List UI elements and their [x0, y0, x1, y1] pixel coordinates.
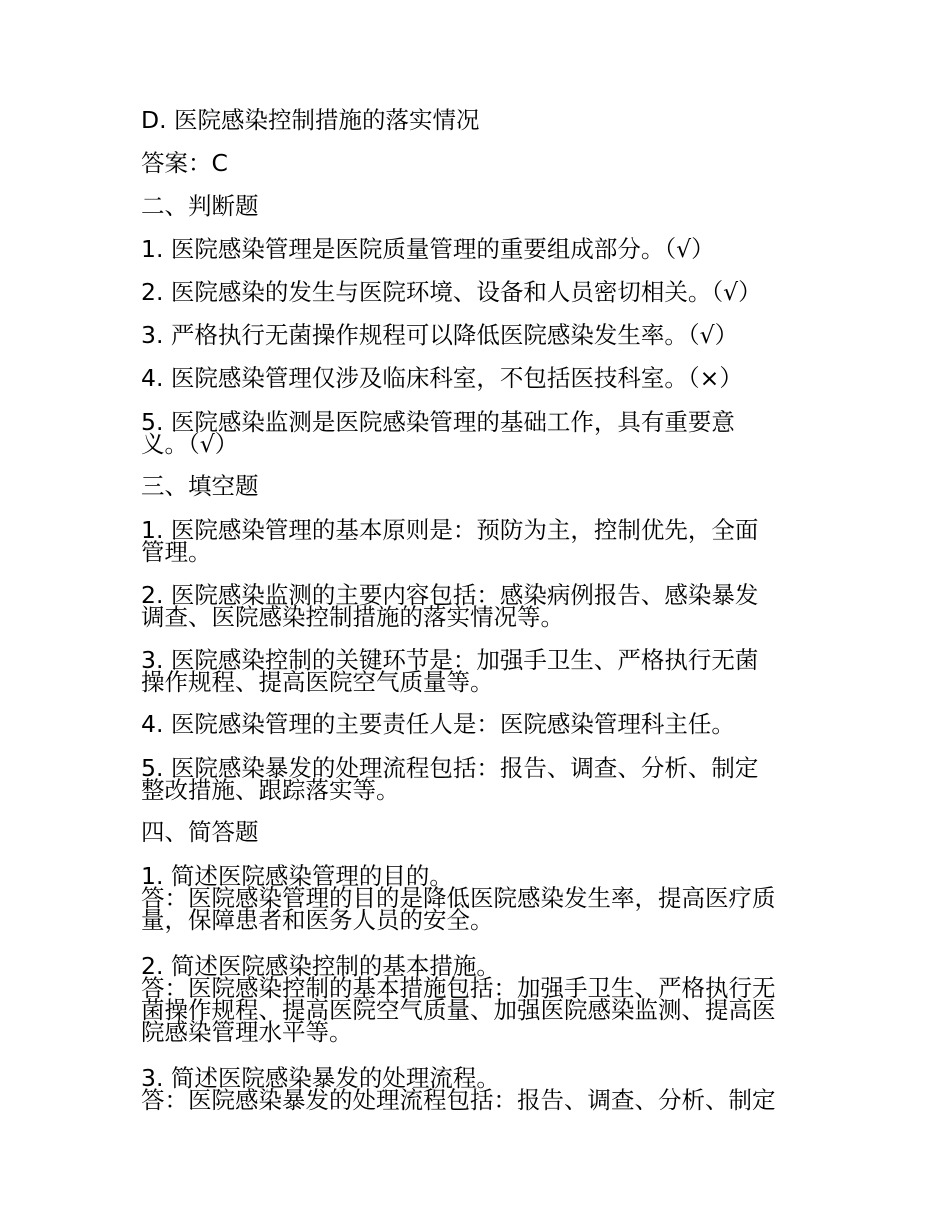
short-answer-1-answer-line-2: 量，保障患者和医务人员的安全。: [141, 906, 494, 934]
fill-item-3: [141, 643, 821, 696]
tf-item-5: [141, 405, 821, 458]
tf-item-4: 4. 医院感染管理仅涉及临床科室，不包括医技科室。（×）: [141, 364, 743, 392]
short-answer-2-question: 2. 简述医院感染控制的基本措施。: [141, 952, 500, 980]
short-answer-3: [141, 1061, 821, 1114]
short-answer-3-question: 3. 简述医院感染暴发的处理流程。: [141, 1064, 500, 1092]
tf-item-5-line-1: 5. 医院感染监测是医院感染管理的基础工作，具有重要意: [141, 408, 735, 436]
tf-item-3: 3. 严格执行无菌操作规程可以降低医院感染发生率。（√）: [141, 321, 739, 349]
fill-item-3-line-2: 操作规程、提高医院空气质量等。: [141, 668, 494, 696]
section-heading-short-answer: 四、简答题: [141, 818, 259, 846]
fill-item-5-line-2: 整改措施、跟踪落实等。: [141, 776, 400, 804]
fill-item-2-line-2: 调查、医院感染控制措施的落实情况等。: [141, 603, 564, 631]
short-answer-1: [141, 859, 821, 934]
fill-item-1-line-1: 1. 医院感染管理的基本原则是：预防为主，控制优先，全面: [141, 516, 759, 544]
tf-item-1: 1. 医院感染管理是医院质量管理的重要组成部分。（√）: [141, 235, 715, 263]
short-answer-1-answer-line-1: 答：医院感染管理的目的是降低医院感染发生率，提高医疗质: [141, 884, 776, 912]
fill-item-5: [141, 751, 821, 804]
fill-item-1: [141, 513, 821, 566]
short-answer-2: [141, 949, 821, 1046]
option-d: D. 医院感染控制措施的落实情况: [141, 106, 480, 134]
fill-item-4: 4. 医院感染管理的主要责任人是：医院感染管理科主任。: [141, 710, 735, 738]
fill-item-1-line-2: 管理。: [141, 538, 212, 566]
fill-item-3-line-1: 3. 医院感染控制的关键环节是：加强手卫生、严格执行无菌: [141, 646, 759, 674]
fill-item-2: [141, 578, 821, 631]
document-page: [141, 104, 821, 1129]
fill-item-2-line-1: 2. 医院感染监测的主要内容包括：感染病例报告、感染暴发: [141, 581, 759, 609]
fill-item-5-line-1: 5. 医院感染暴发的处理流程包括：报告、调查、分析、制定: [141, 754, 759, 782]
section-heading-true-false: 二、判断题: [141, 192, 259, 220]
short-answer-2-answer-line-3: 院感染管理水平等。: [141, 1018, 353, 1046]
short-answer-2-answer-line-1: 答：医院感染控制的基本措施包括：加强手卫生、严格执行无: [141, 974, 776, 1002]
tf-item-2: 2. 医院感染的发生与医院环境、设备和人员密切相关。（√）: [141, 278, 762, 306]
short-answer-3-answer-line-1: 答：医院感染暴发的处理流程包括：报告、调查、分析、制定: [141, 1086, 776, 1114]
short-answer-2-answer-line-2: 菌操作规程、提高医院空气质量、加强医院感染监测、提高医: [141, 996, 776, 1024]
tf-item-5-line-2: 义。（√）: [141, 430, 239, 458]
short-answer-1-question: 1. 简述医院感染管理的目的。: [141, 862, 453, 890]
answer-line: 答案：C: [141, 149, 228, 177]
section-heading-fill-blank: 三、填空题: [141, 472, 259, 500]
